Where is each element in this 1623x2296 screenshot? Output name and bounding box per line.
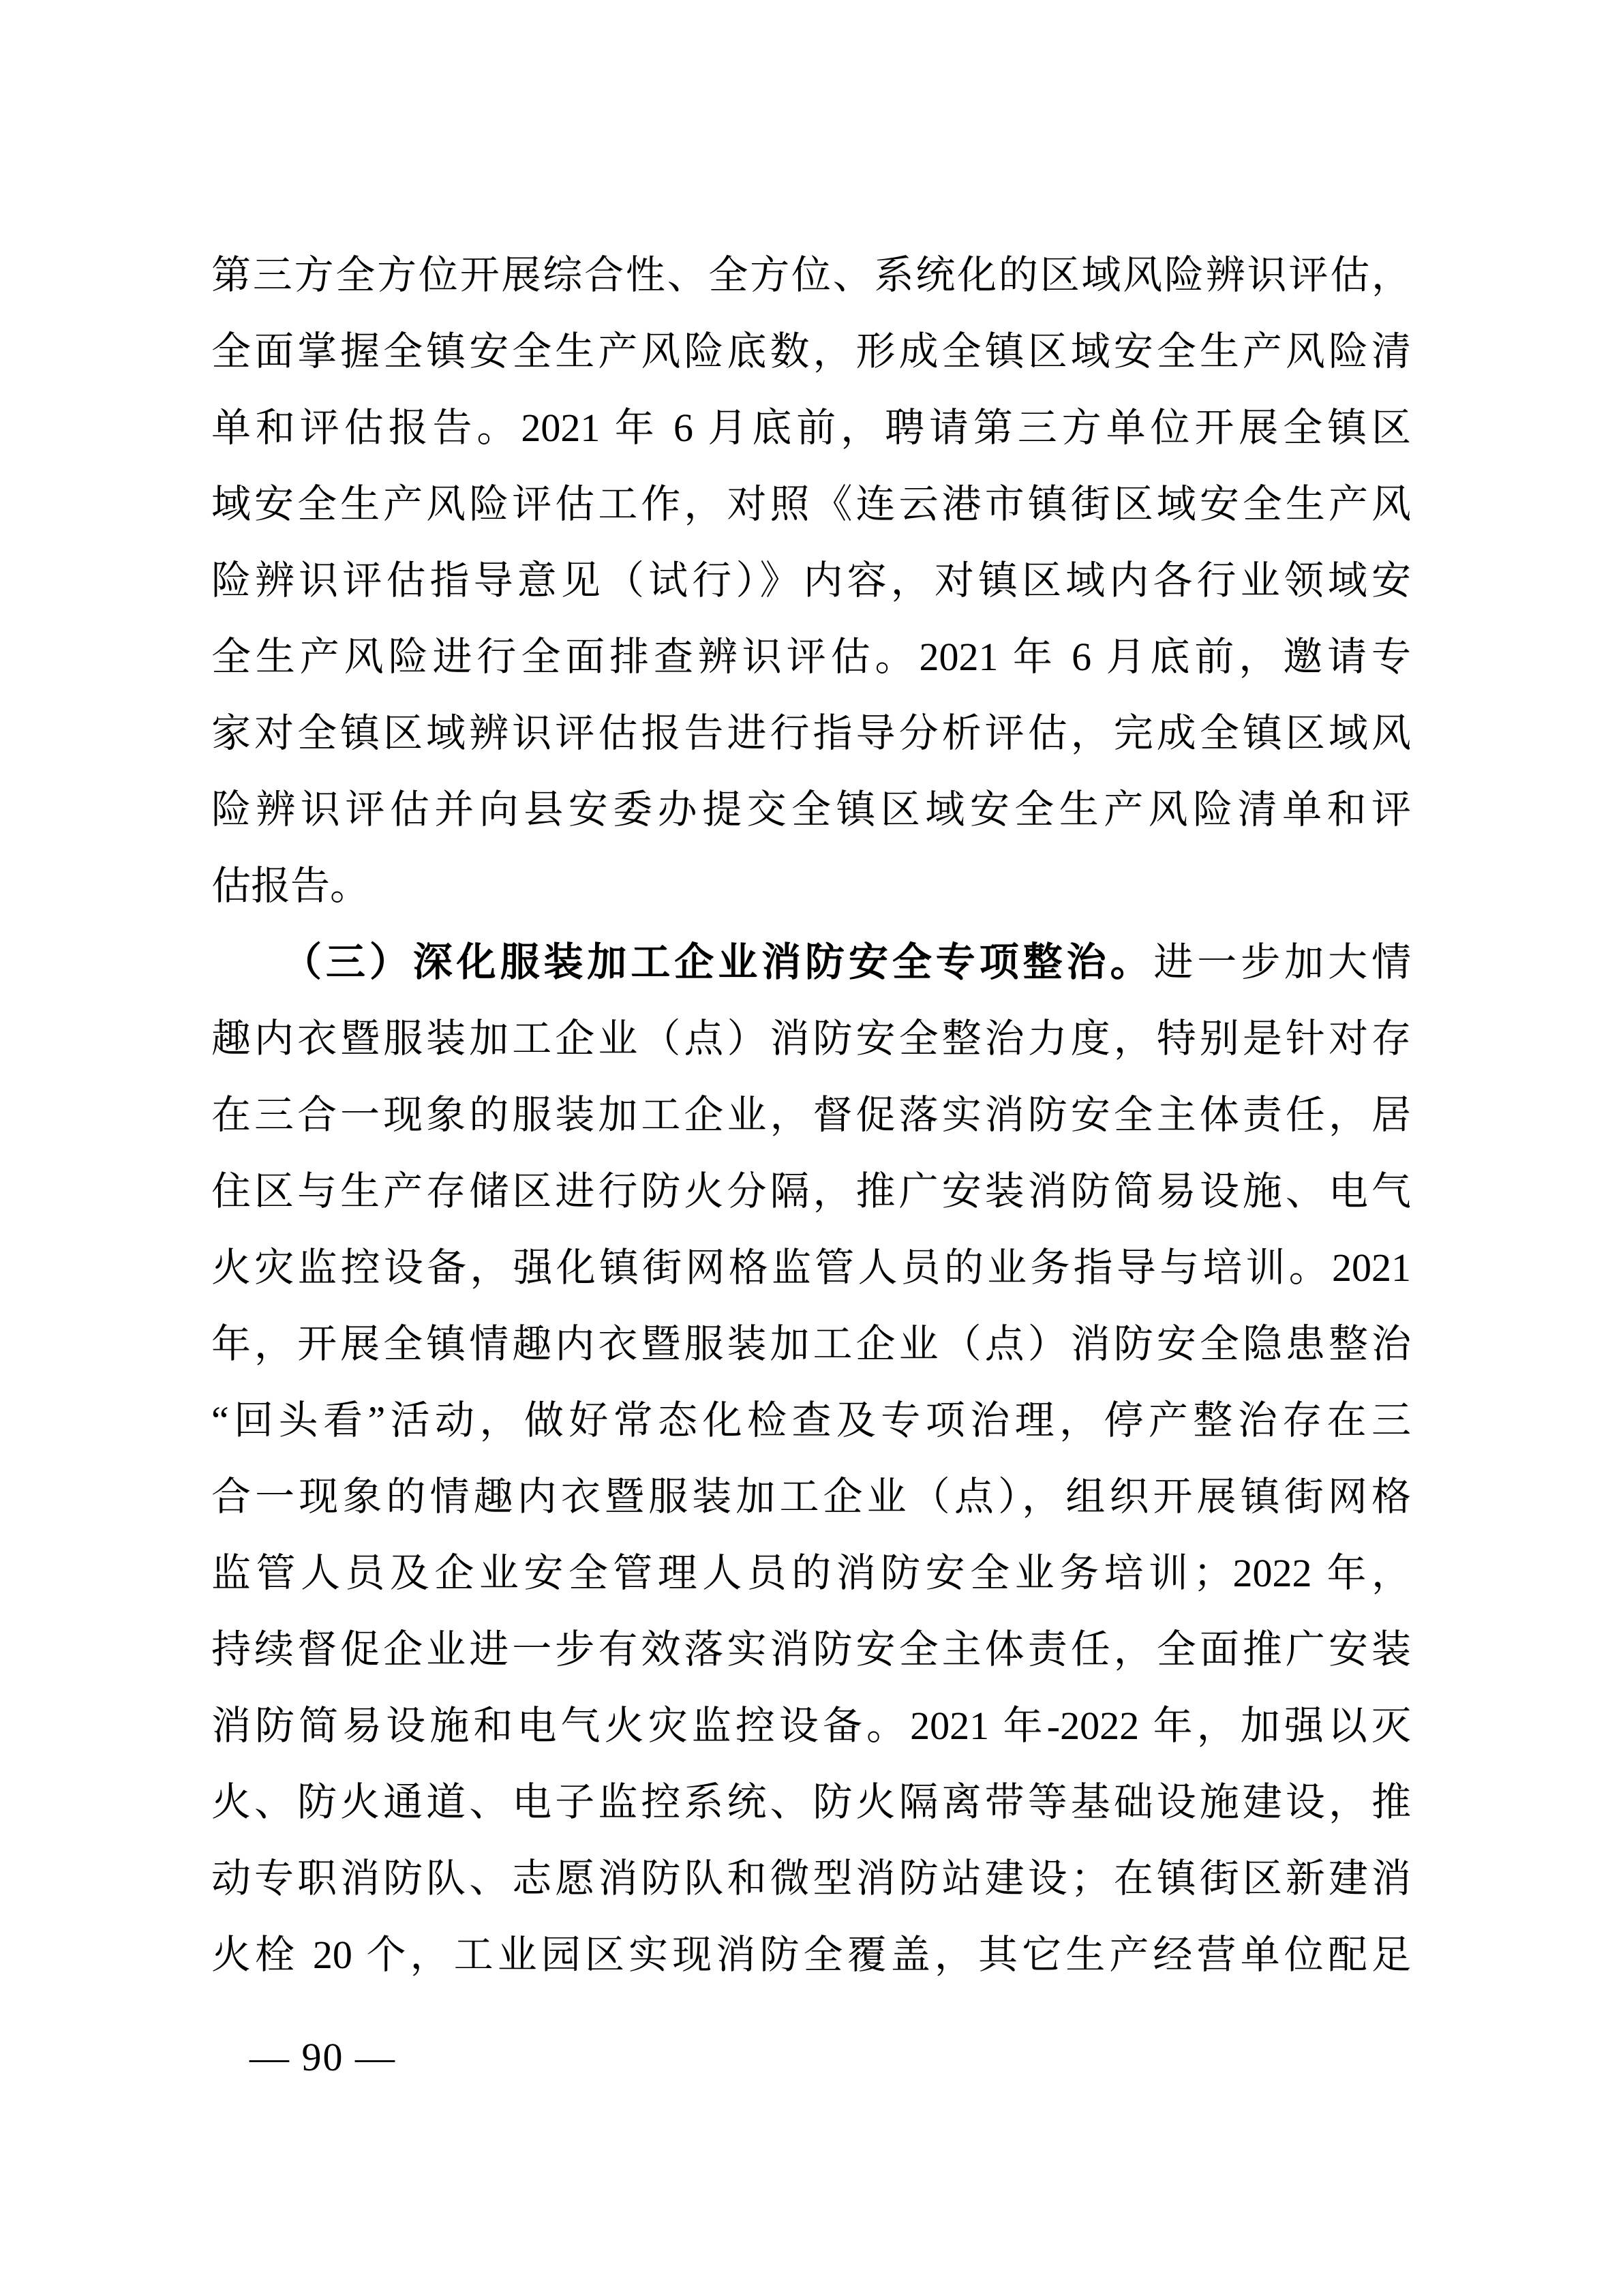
- text-line: 消防简易设施和电气火灾监控设备。2021 年-2022 年，加强以灭: [211, 1704, 1411, 1748]
- text-line: 全面掌握全镇安全生产风险底数，形成全镇区域安全生产风险清: [211, 329, 1411, 374]
- text-line: 单和评估报告。2021 年 6 月底前，聘请第三方单位开展全镇区: [211, 406, 1411, 450]
- text-line: 第三方全方位开展综合性、全方位、系统化的区域风险辨识评估，: [211, 253, 1411, 297]
- text-line: 持续督促企业进一步有效落实消防安全主体责任，全面推广安装: [211, 1627, 1411, 1672]
- text-line: “回头看”活动，做好常态化检查及专项治理，停产整治存在三: [211, 1398, 1411, 1442]
- text-line: 动专职消防队、志愿消防队和微型消防站建设；在镇街区新建消: [211, 1856, 1411, 1901]
- section-heading-line: [211, 924, 1411, 1001]
- text-line: 家对全镇区域辨识评估报告进行指导分析评估，完成全镇区域风: [211, 711, 1411, 755]
- text-line: 趣内衣暨服装加工企业（点）消防安全整治力度，特别是针对存: [211, 1016, 1411, 1061]
- section-lead-text: 进一步加大情: [1153, 940, 1411, 984]
- text-line: 险辨识评估并向县安委办提交全镇区域安全生产风险清单和评: [211, 787, 1411, 832]
- text-line: 监管人员及企业安全管理人员的消防安全业务培训；2022 年，: [211, 1551, 1411, 1595]
- text-line: 合一现象的情趣内衣暨服装加工企业（点），组织开展镇街网格: [211, 1475, 1411, 1519]
- text-line: 火、防火通道、电子监控系统、防火隔离带等基础设施建设，推: [211, 1780, 1411, 1824]
- text-line: 住区与生产存储区进行防火分隔，推广安装消防简易设施、电气: [211, 1169, 1411, 1213]
- text-line: 火灾监控设备，强化镇街网格监管人员的业务指导与培训。2021: [211, 1245, 1411, 1290]
- page-number: — 90 —: [249, 2035, 396, 2079]
- paragraph-end-line: 估报告。: [211, 864, 370, 908]
- section-heading: （三）深化服装加工企业消防安全专项整治。: [282, 940, 1154, 984]
- text-line: 险辨识评估指导意见（试行）》内容，对镇区域内各行业领域安: [211, 558, 1411, 603]
- text-line: 火栓 20 个，工业园区实现消防全覆盖，其它生产经营单位配足: [211, 1933, 1411, 1977]
- text-line: 域安全生产风险评估工作，对照《连云港市镇街区域安全生产风: [211, 482, 1411, 526]
- text-line: 在三合一现象的服装加工企业，督促落实消防安全主体责任，居: [211, 1093, 1411, 1137]
- text-line: 年，开展全镇情趣内衣暨服装加工企业（点）消防安全隐患整治: [211, 1322, 1411, 1366]
- body-text: [211, 237, 1411, 1993]
- text-line: 全生产风险进行全面排查辨识评估。2021 年 6 月底前，邀请专: [211, 635, 1411, 679]
